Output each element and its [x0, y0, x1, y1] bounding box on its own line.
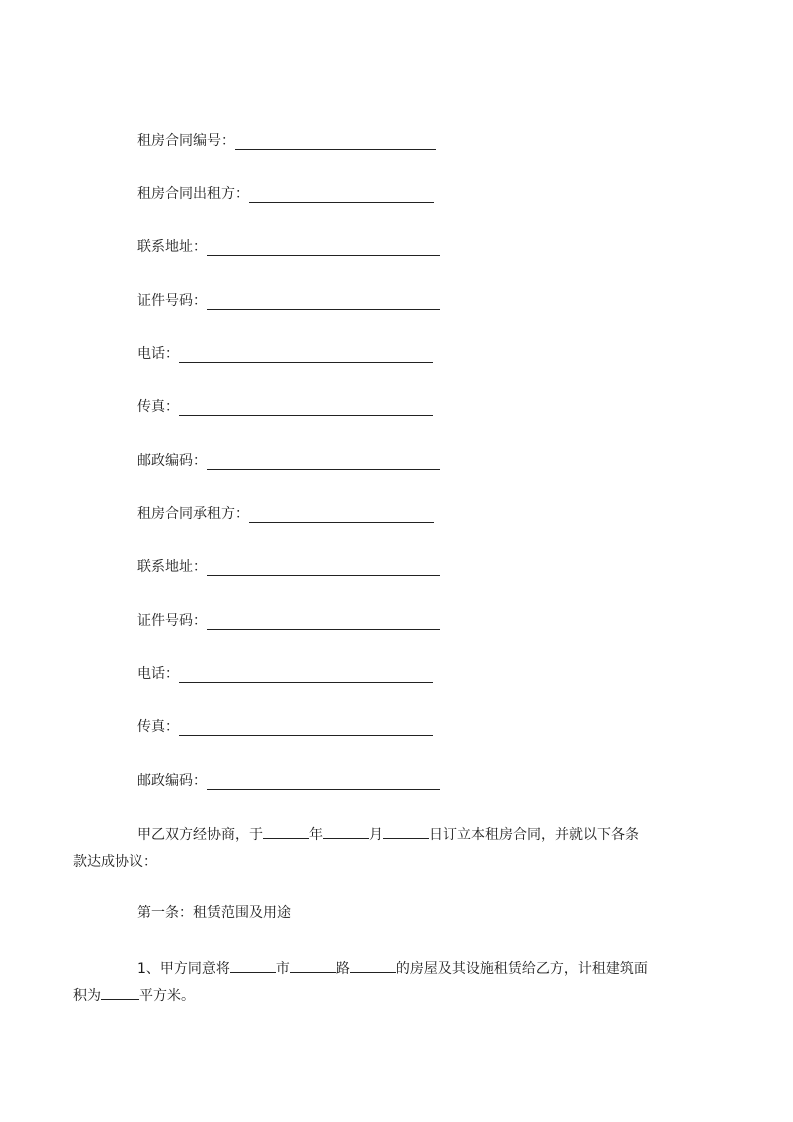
- agreement-month-label: 月: [369, 827, 383, 843]
- lessee-id-label: 证件号码：: [137, 613, 207, 629]
- building-blank[interactable]: [350, 958, 396, 973]
- contract-number-label: 租房合同编号：: [137, 133, 235, 149]
- lessee-fax-blank[interactable]: [179, 719, 433, 736]
- lessee-phone-field: [137, 665, 433, 683]
- lessor-phone-field: [137, 345, 433, 363]
- lessee-postcode-field: [137, 772, 440, 790]
- lessee-address-label: 联系地址：: [137, 559, 207, 575]
- lessee-phone-label: 电话：: [137, 666, 179, 682]
- lessor-postcode-label: 邮政编码：: [137, 453, 207, 469]
- agreement-paragraph: [73, 822, 715, 876]
- lessee-label: 租房合同承租方：: [137, 506, 249, 522]
- contract-number-field: [137, 132, 436, 150]
- lessor-fax-field: [137, 398, 433, 416]
- agreement-intro-1: 甲乙双方经协商，于: [137, 827, 263, 843]
- lessee-blank[interactable]: [249, 506, 434, 523]
- article-1-paragraph: [73, 956, 715, 1010]
- article-1-start: 1、甲方同意将: [137, 961, 230, 977]
- lessee-address-blank[interactable]: [207, 559, 440, 576]
- area-blank[interactable]: [101, 985, 139, 1000]
- lessor-address-label: 联系地址：: [137, 239, 207, 255]
- lessor-fax-label: 传真：: [137, 399, 179, 415]
- lessee-fax-label: 传真：: [137, 719, 179, 735]
- agreement-year-label: 年: [309, 827, 323, 843]
- city-label: 市: [275, 961, 290, 977]
- lessor-id-blank[interactable]: [207, 293, 440, 310]
- road-blank[interactable]: [290, 958, 336, 973]
- road-label: 路: [335, 961, 350, 977]
- article-1-mid: 的房屋及其设施租赁给乙方，计租建筑面: [395, 961, 648, 977]
- agreement-year-blank[interactable]: [263, 824, 309, 839]
- lessor-postcode-field: [137, 452, 440, 470]
- lessor-phone-label: 电话：: [137, 346, 179, 362]
- lessor-id-label: 证件号码：: [137, 293, 207, 309]
- agreement-intro-3: 款达成协议：: [73, 854, 157, 870]
- agreement-intro-2: 日订立本租房合同，并就以下各条: [429, 827, 639, 843]
- lessor-address-blank[interactable]: [207, 239, 440, 256]
- lessee-postcode-label: 邮政编码：: [137, 773, 207, 789]
- lessee-field: [137, 505, 434, 523]
- contract-number-blank[interactable]: [235, 133, 436, 150]
- lessor-field: [137, 185, 434, 203]
- article-1-heading: 第一条：租赁范围及用途: [137, 905, 291, 921]
- lessee-id-field: [137, 612, 440, 630]
- lessee-id-blank[interactable]: [207, 613, 440, 630]
- lessor-phone-blank[interactable]: [179, 346, 433, 363]
- lessee-fax-field: [137, 718, 433, 736]
- area-label: 积为: [73, 988, 101, 1004]
- agreement-month-blank[interactable]: [323, 824, 369, 839]
- lessor-address-field: [137, 238, 440, 256]
- lessor-fax-blank[interactable]: [179, 399, 433, 416]
- area-unit: 平方米。: [139, 988, 195, 1004]
- lessee-postcode-blank[interactable]: [207, 773, 440, 790]
- lessor-id-field: [137, 292, 440, 310]
- agreement-day-blank[interactable]: [383, 824, 429, 839]
- city-blank[interactable]: [230, 958, 276, 973]
- lessee-phone-blank[interactable]: [179, 666, 433, 683]
- lessor-label: 租房合同出租方：: [137, 186, 249, 202]
- lessee-address-field: [137, 558, 440, 576]
- lessor-blank[interactable]: [249, 186, 434, 203]
- lessor-postcode-blank[interactable]: [207, 453, 440, 470]
